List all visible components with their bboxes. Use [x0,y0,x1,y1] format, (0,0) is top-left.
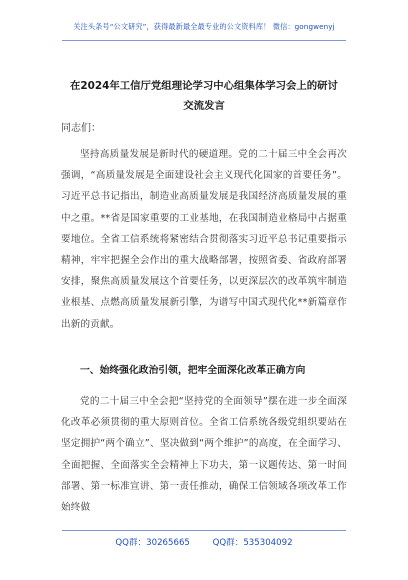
header-divider [62,40,346,41]
header-banner: 关注头条号“公文研究”，获得最新最全最专业的公文资料库！ 微信：gongwenyj [73,22,335,31]
paragraph-section-1: 党的二十届三中全会把“坚持党的全面领导”摆在进一步全面深化改革必须贯彻的重大原则首位。全省工信系统各级党组织要站在坚定拥护“两个确立”、坚决做到“两个维护”的高度，在全面学习、全面把握、全面落实全会精神上下功夫，第一议题传达、第一时间部署、第一标准宣讲、第一责任推动，确保工信领域各项改革工作始终做 [61,396,347,514]
section-heading-1: 一、始终强化政治引领，把牢全面深化改革正确方向 [80,365,306,376]
document-title [50,76,358,116]
title-line-2: 交流发言 [183,100,225,112]
title-line-1: 在2024年工信厅党组理论学习中心组集体学习会上的研讨 [70,80,338,92]
salutation: 同志们： [61,123,101,134]
footer [0,536,408,548]
footer-qq-group-2: QQ群：535304092 [212,538,293,548]
footer-divider [62,530,346,531]
paragraph-intro: 坚持高质量发展是新时代的硬道理。党的二十届三中全会再次强调，“高质量发展是全面建设社会主义现代化国家的首要任务”。习近平总书记指出，制造业高质量发展是我国经济高质量发展的重中之重。**省是国家重要的工业基地，在我国制造业格局中占据重要地位。全省工信系统将紧密结合贯彻落实习近平总书记重要指示精神，牢牢把握全会作出的重大战略部署，按照省委、省政府部署安排，聚焦高质量发展这个首要任务，以更深层次的改革筑牢制造业根基、点燃高质量发展新引擎，为谱写中国式现代化**新篇章作出新的贡献。 [61,149,347,330]
footer-qq-group-1: QQ群：30265665 [115,538,190,548]
